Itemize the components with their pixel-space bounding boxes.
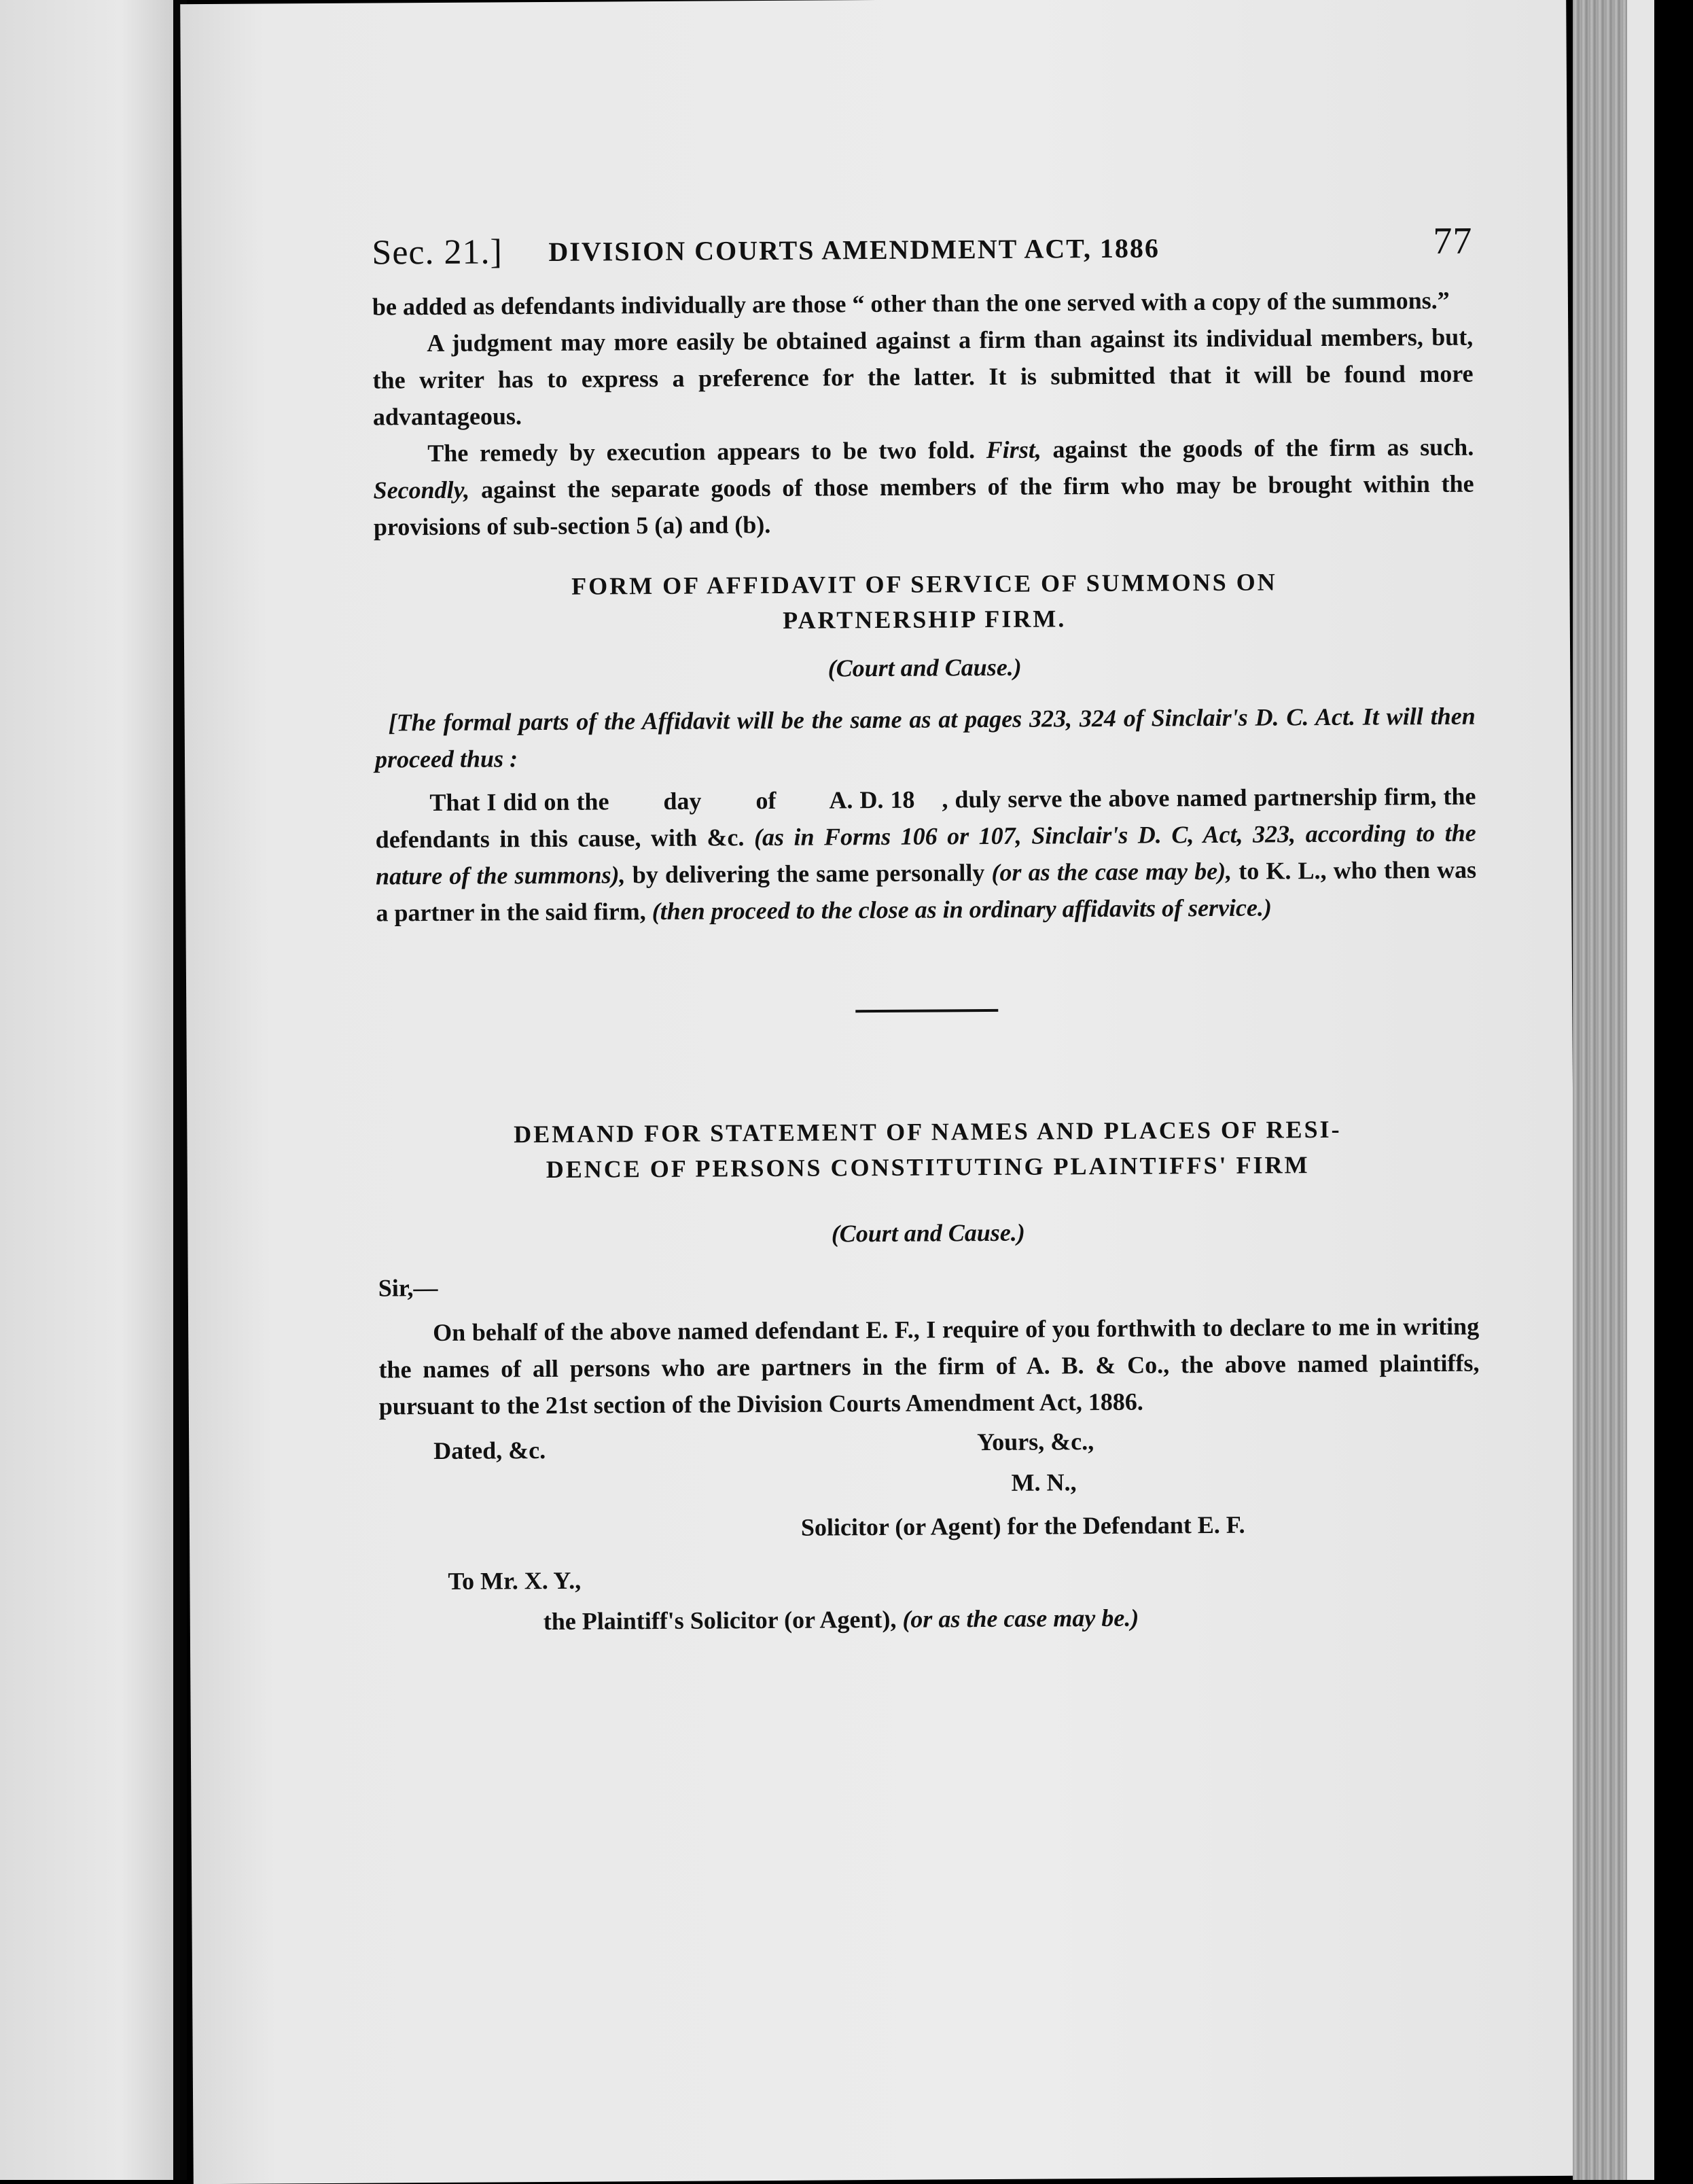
initials-text: M. N., [1011,1468,1077,1496]
form1-body-c: to K. L., who then was a partner in the said firm, [376,856,1477,927]
form1-body [375,778,1482,932]
form1-body-b: by delivering the same personally [632,859,985,889]
p3-text-b: against the goods of the firm as such. [1052,433,1474,463]
form1-heading [374,563,1475,641]
form1-heading-line1: FORM OF AFFIDAVIT OF SERVICE OF SUMMONS ON [571,568,1277,600]
yours-text: Yours, &c., [977,1428,1094,1456]
addressee-text: To Mr. X. Y., [448,1566,582,1595]
form1-court-and-cause: (Court and Cause.) [827,653,1022,682]
page-content [372,214,1481,1649]
form2-heading-line1: DEMAND FOR STATEMENT OF NAMES AND PLACES OF RESI- [514,1115,1342,1148]
addressee-role: the Plaintiff's Solicitor (or Agent), [543,1605,897,1636]
dated-text: Dated, &c. [433,1437,546,1465]
section-divider-rule [855,1009,998,1012]
scan-border [1654,0,1693,2180]
dated-yours-line [379,1425,1480,1473]
intro-paragraph-2: A judgment may more easily be obtained against a firm than against its individual members, but, the writer has to express a preference for the latter. It is submitted that it will be found more advantageous. [372,323,1474,431]
book-page [180,0,1580,2184]
p3-text-c: against the separate goods of those members of the firm who may be brought within the provisions of sub-section 5 (a) and (b). [373,470,1474,541]
page-stack-edge [1573,0,1627,2180]
form1-body-it2: (or as the case may be), [991,857,1232,886]
page-number: 77 [1433,219,1473,263]
form1-body-it3: (then proceed to the close as in ordinary affidavits of service.) [652,894,1272,926]
form1-body-it1: (as in Forms 106 or 107, Sinclair's D. C, Act, 323, according to the nature of the summons), [375,819,1476,890]
signature-text: Solicitor (or Agent) for the Defendant E. F. [800,1511,1245,1541]
section-ref: Sec. 21.] [372,232,503,272]
running-head [372,214,1473,282]
form1-heading-line2: PARTNERSHIP FIRM. [783,605,1067,634]
intro-paragraph-1: be added as defendants individually are those “ other than the one served with a copy of the summons.” [372,286,1450,321]
form2-body: On behalf of the above named defendant E. F., I require of you forthwith to declare to me in writing the names of all persons who are partners in the firm of A. B. & Co., the above named plaintiffs, pursuant to the 21st section of the Division Courts Amendment Act, 1886. [378,1312,1480,1420]
p3-secondly: Secondly, [373,476,470,504]
signature-line [380,1507,1480,1554]
left-page-edge [0,0,173,2180]
p3-first: First, [986,436,1041,464]
form2-heading [377,1111,1478,1188]
page-stack-edge-light [1627,0,1654,2180]
form1-body-a: That I did on the day of A. D. 18 , duly serve the above named partnership firm, the defendants in this cause, with &c. [375,782,1482,853]
p3-text-a: The remedy by execution appears to be two fold. [427,436,976,468]
intro-paragraph-3 [373,429,1474,546]
addressee-line-2 [380,1602,1481,1649]
initials-line [379,1466,1480,1513]
form2-salutation: Sir,— [378,1273,438,1302]
form2-heading-line2: DENCE OF PERSONS CONSTITUTING PLAINTIFFS' FIRM [546,1151,1310,1184]
addressee-role-it: (or as the case may be.) [902,1604,1139,1633]
form1-note: [The formal parts of the Affidavit will be the same as at pages 323, 324 of Sinclair's D. C. Act. It will then proceed thus : [374,702,1476,773]
addressee-line-2-group [543,1604,1139,1636]
addressee-line [380,1561,1480,1608]
act-title: DIVISION COURTS AMENDMENT ACT, 1886 [548,232,1160,267]
form2-court-and-cause: (Court and Cause.) [831,1218,1025,1248]
